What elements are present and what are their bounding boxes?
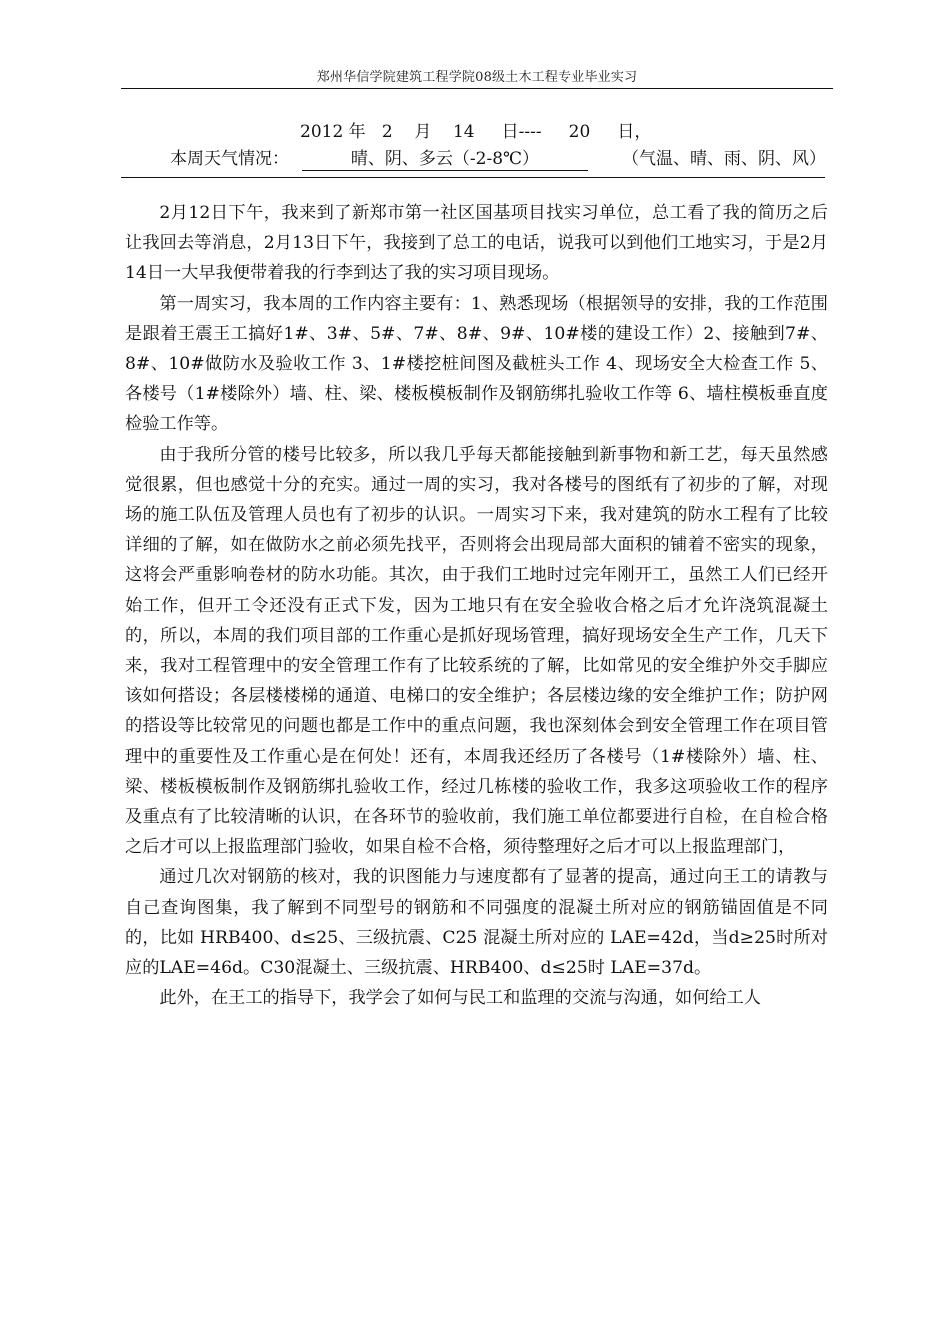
date-day-separator: 日----	[501, 122, 542, 142]
paragraph-1: 2月12日下午，我来到了新郑市第一社区国基项目找实习单位，总工看了我的简历之后让我回去等消息，2月13日下午，我接到了总工的电话，说我可以到他们工地实习，于是2月14日一大早我便带着我的行李到达了我的实习项目现场。	[125, 203, 828, 284]
date-year: 2012	[300, 122, 344, 142]
date-month-unit: 月	[414, 122, 432, 142]
date-start-day: 14	[452, 122, 475, 142]
weather-line	[170, 144, 835, 168]
weather-label: 本周天气情况：	[170, 149, 289, 169]
date-month: 2	[381, 122, 393, 142]
weather-hint: （气温、晴、雨、阴、风）	[622, 149, 826, 169]
date-end-day: 20	[568, 122, 591, 142]
body-divider	[121, 177, 825, 178]
date-year-unit: 年	[348, 122, 366, 142]
report-body	[125, 198, 828, 1013]
date-line	[300, 117, 651, 142]
paragraph-3: 由于我所分管的楼号比较多，所以我几乎每天都能接触到新事物和新工艺，每天虽然感觉很累，但也感觉十分的充实。通过一周的实习，我对各楼号的图纸有了初步的了解，对现场的施工队伍及管理人员也有了初步的认识。一周实习下来，我对建筑的防水工程有了比较详细的了解，如在做防水之前必须先找平，否则将会出现局部大面积的铺着不密实的现象，这将会严重影响卷材的防水功能。其次，由于我们工地时过完年刚开工，虽然工人们已经开始工作，但开工令还没有正式下发，因为工地只有在安全验收合格之后才允许浇筑混凝土的，所以，本周的我们项目部的工作重心是抓好现场管理，搞好现场安全生产工作，几天下来，我对工程管理中的安全管理工作有了比较系统的了解，比如常见的安全维护外交手脚应该如何搭设；各层楼楼梯的通道、电梯口的安全维护；各层楼边缘的安全维护工作；防护网的搭设等比较常见的问题也都是工作中的重点问题，我也深刻体会到安全管理工作在项目管理中的重要性及工作重心是在何处！还有，本周我还经历了各楼号（1#楼除外）墙、柱、梁、楼板模板制作及钢筋绑扎验收工作，经过几栋楼的验收工作，我多这项验收工作的程序及重点有了比较清晰的认识，在各环节的验收前，我们施工单位都要进行自检，在自检合格之后才可以上报监理部门验收，如果自检不合格，须待整理好之后才可以上报监理部门，	[125, 444, 828, 858]
page-header: 郑州华信学院建筑工程学院08级土木工程专业毕业实习	[316, 70, 638, 85]
paragraph-2: 第一周实习，我本周的工作内容主要有：1、熟悉现场（根据领导的安排，我的工作范围是跟着王震王工搞好1#、3#、5#、7#、8#、9#、10#楼的建设工作）2、接触到7#、8#、10#做防水及验收工作 3、1#楼挖桩间图及截桩头工作 4、现场安全大检查工作 5、各楼号（1#楼除外）墙、柱、梁、楼板模板制作及钢筋绑扎验收工作等 6、墙柱模板垂直度检验工作等。	[125, 293, 828, 435]
paragraph-4: 通过几次对钢筋的核对，我的识图能力与速度都有了显著的提高，通过向王工的请教与自己查询图集，我了解到不同型号的钢筋和不同强度的混凝土所对应的钢筋锚固值是不同的，比如 HRB400、d≤25、三级抗震、C25 混凝土所对应的 LAE=42d，当d≥25时所对应的LAE=46d。C30混凝土、三级抗震、HRB400、d≤25时 LAE=37d。	[125, 867, 828, 979]
weather-value: 晴、阴、多云（-2-8℃）	[302, 144, 588, 171]
paragraph-5: 此外，在王工的指导下，我学会了如何与民工和监理的交流与沟通，如何给工人	[159, 988, 761, 1009]
date-end-unit: 日，	[617, 122, 652, 142]
header-divider	[121, 88, 833, 89]
